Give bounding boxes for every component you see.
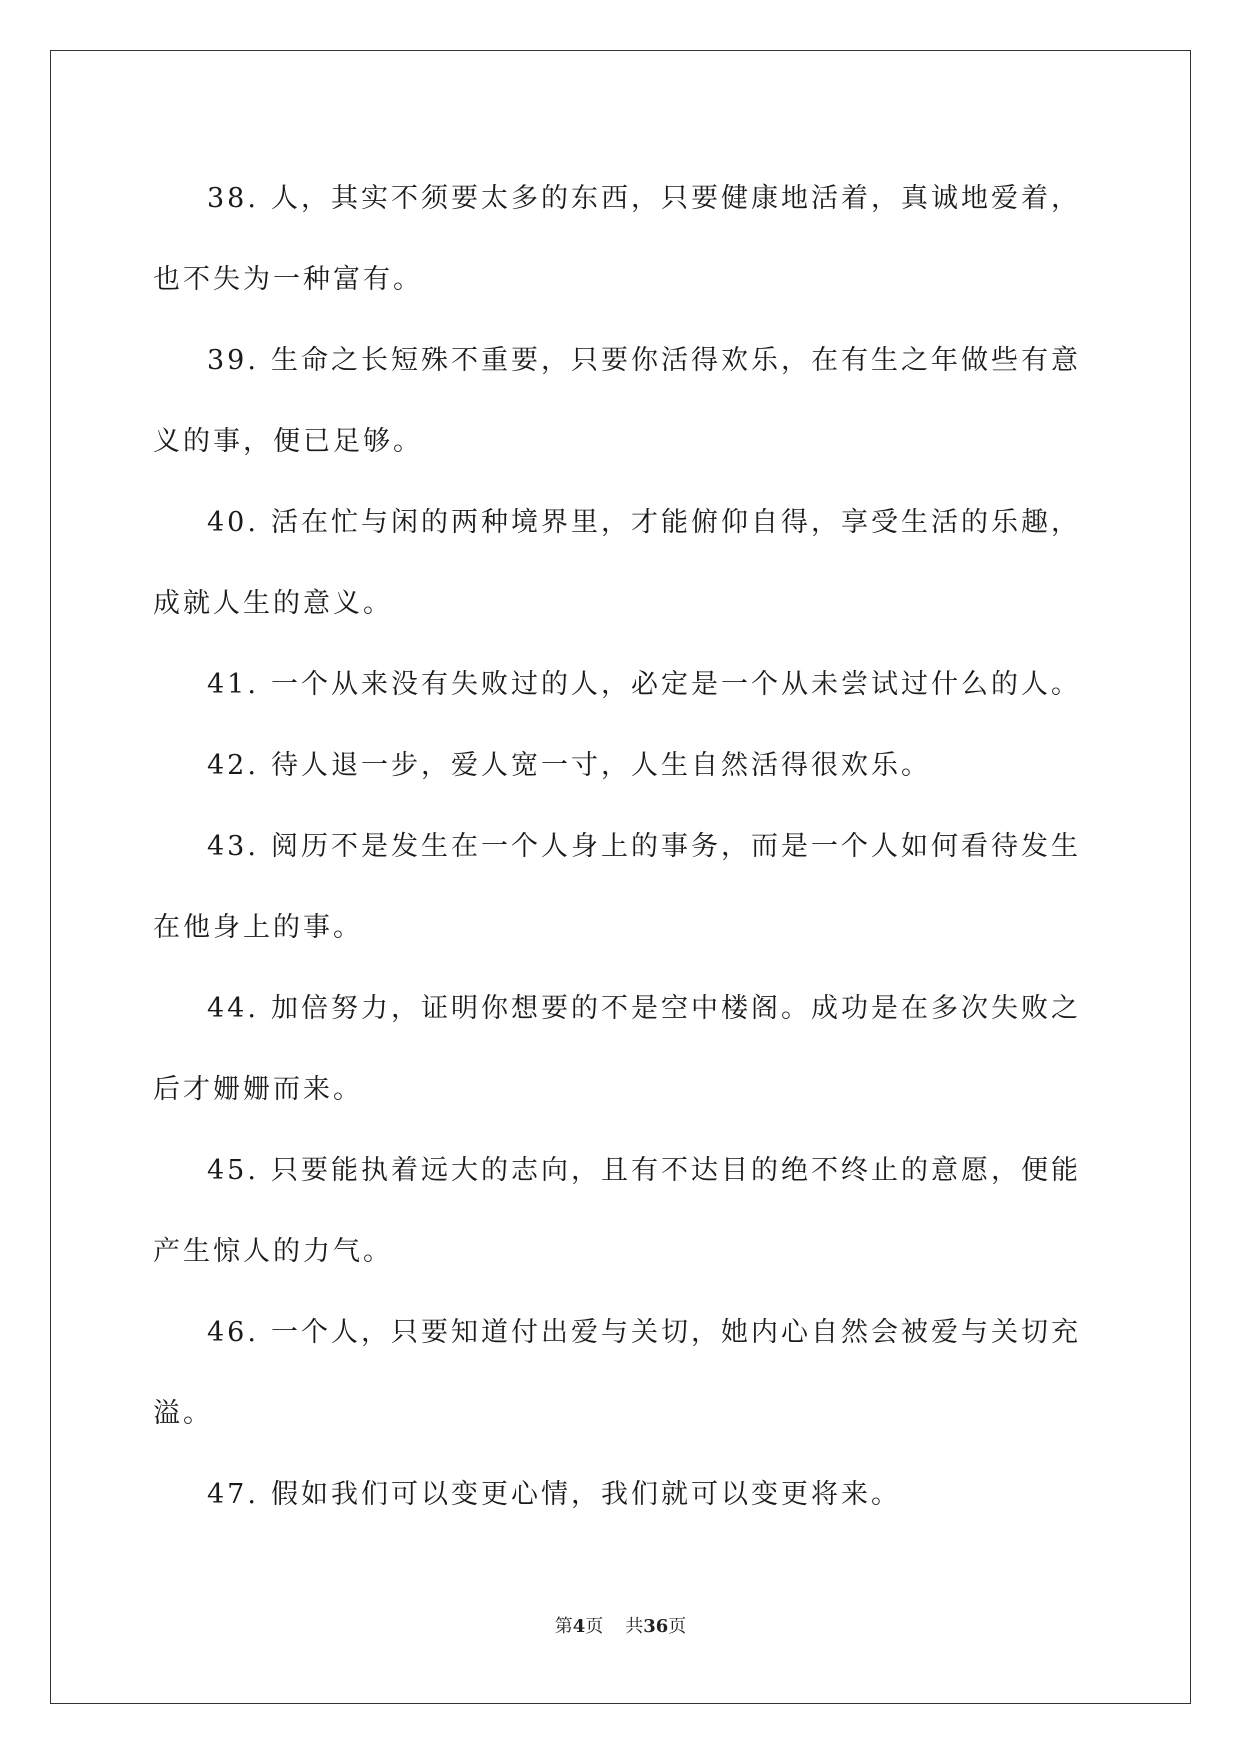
paragraph-43 bbox=[153, 806, 1103, 968]
page-footer bbox=[0, 1612, 1241, 1638]
footer-total-pages: 36 bbox=[643, 1616, 669, 1637]
paragraph-47 bbox=[153, 1454, 1103, 1535]
paragraph-38 bbox=[153, 158, 1103, 320]
paragraph-42 bbox=[153, 725, 1103, 806]
paragraph-number: 42. bbox=[207, 750, 259, 781]
paragraph-text: 活在忙与闲的两种境界里，才能俯仰自得，享受生活的乐趣，成就人生的意义。 bbox=[153, 507, 1081, 619]
paragraph-number: 46. bbox=[207, 1317, 259, 1348]
paragraph-number: 38. bbox=[207, 183, 259, 214]
footer-total-prefix: 共 bbox=[625, 1616, 644, 1637]
paragraph-text: 加倍努力，证明你想要的不是空中楼阁。成功是在多次失败之后才姗姗而来。 bbox=[153, 993, 1081, 1105]
paragraph-number: 44. bbox=[207, 993, 259, 1024]
paragraph-text: 待人退一步，爱人宽一寸，人生自然活得很欢乐。 bbox=[270, 750, 931, 781]
paragraph-text: 生命之长短殊不重要，只要你活得欢乐，在有生之年做些有意义的事，便已足够。 bbox=[153, 345, 1081, 457]
footer-page-number: 4 bbox=[572, 1616, 586, 1637]
paragraph-text: 人，其实不须要太多的东西，只要健康地活着，真诚地爱着，也不失为一种富有。 bbox=[153, 183, 1081, 295]
paragraph-44 bbox=[153, 968, 1103, 1130]
paragraph-text: 一个人，只要知道付出爱与关切，她内心自然会被爱与关切充溢。 bbox=[153, 1317, 1081, 1429]
paragraph-text: 只要能执着远大的志向，且有不达目的绝不终止的意愿，便能产生惊人的力气。 bbox=[153, 1155, 1081, 1267]
paragraph-41 bbox=[153, 644, 1103, 725]
footer-page-suffix: 页 bbox=[585, 1616, 604, 1637]
paragraph-number: 39. bbox=[207, 345, 259, 376]
paragraph-number: 45. bbox=[207, 1155, 259, 1186]
paragraph-number: 41. bbox=[207, 669, 259, 700]
paragraph-number: 40. bbox=[207, 507, 259, 538]
paragraph-40 bbox=[153, 482, 1103, 644]
paragraph-45 bbox=[153, 1130, 1103, 1292]
document-body bbox=[153, 158, 1103, 1535]
paragraph-number: 43. bbox=[207, 831, 259, 862]
paragraph-text: 假如我们可以变更心情，我们就可以变更将来。 bbox=[270, 1479, 901, 1510]
footer-page-prefix: 第 bbox=[554, 1616, 573, 1637]
paragraph-text: 阅历不是发生在一个人身上的事务，而是一个人如何看待发生在他身上的事。 bbox=[153, 831, 1081, 943]
paragraph-46 bbox=[153, 1292, 1103, 1454]
footer-total-suffix: 页 bbox=[668, 1616, 687, 1637]
paragraph-number: 47. bbox=[207, 1479, 259, 1510]
paragraph-39 bbox=[153, 320, 1103, 482]
paragraph-text: 一个从来没有失败过的人，必定是一个从未尝试过什么的人。 bbox=[270, 669, 1081, 700]
